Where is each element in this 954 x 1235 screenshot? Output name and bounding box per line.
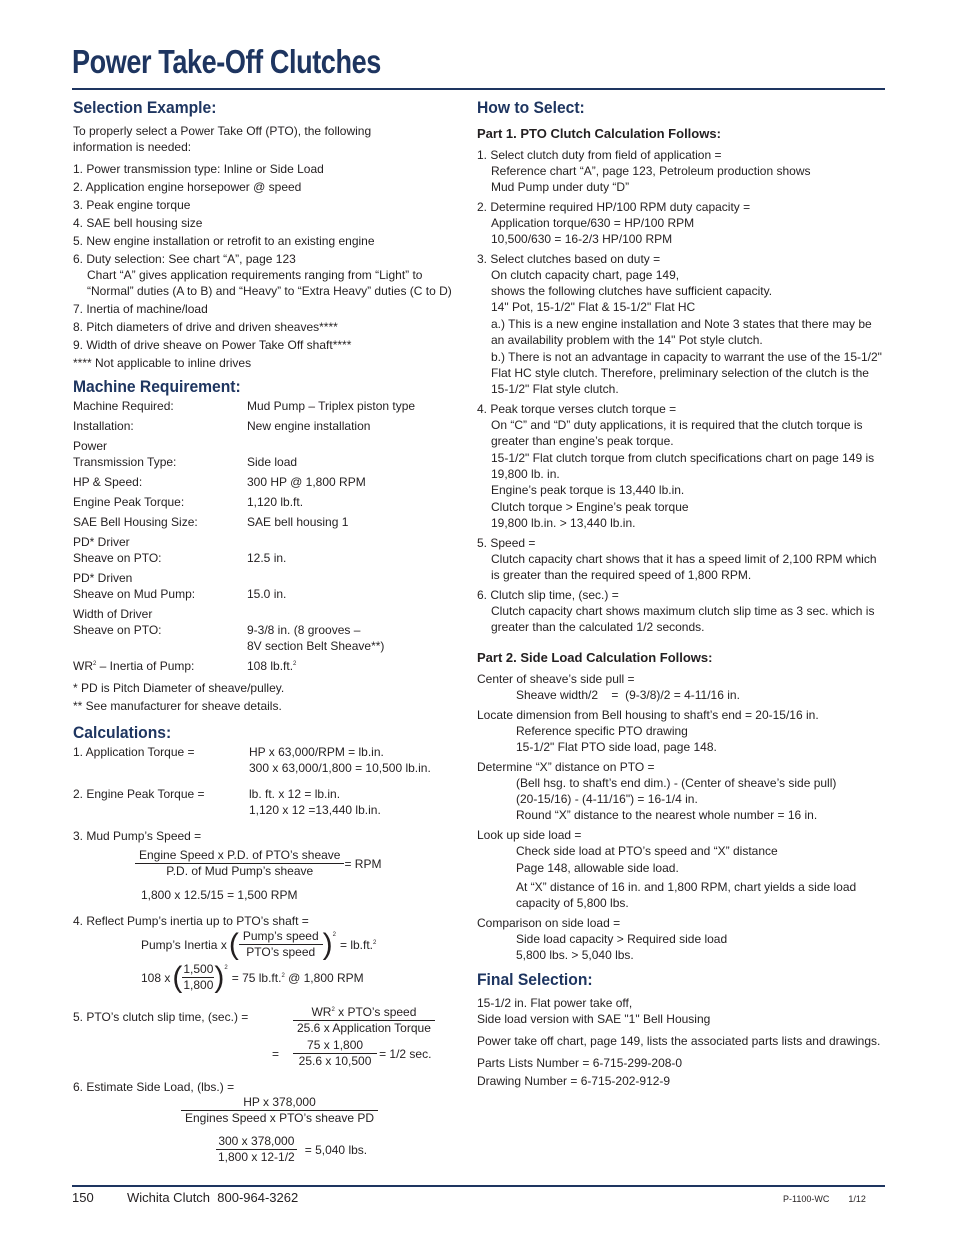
side-load-step: Center of sheave’s side pull = bbox=[477, 672, 635, 686]
step-4-detail: Engine’s peak torque is 13,440 lb.in. bbox=[491, 483, 685, 497]
calc-3-result: 1,800 x 12.5/15 = 1,500 RPM bbox=[141, 888, 298, 902]
machine-value: 300 HP @ 1,800 RPM bbox=[247, 475, 366, 489]
selection-item: 4. SAE bell housing size bbox=[73, 216, 203, 230]
doc-date: 1/12 bbox=[848, 1194, 866, 1204]
side-load-step: Determine “X” distance on PTO = bbox=[477, 760, 655, 774]
selection-item: 9. Width of drive sheave on Power Take Off shaft**** bbox=[73, 338, 352, 352]
machine-value: Side load bbox=[247, 455, 298, 469]
step-1-detail: Mud Pump under duty “D” bbox=[491, 180, 630, 194]
step-2-detail: Application torque/630 = HP/100 RPM bbox=[491, 216, 695, 230]
step-3-detail: 14" Pot, 15-1/2" Flat & 15-1/2" Flat HC bbox=[491, 300, 696, 314]
machine-label: Width of Driver Sheave on PTO: bbox=[73, 607, 162, 637]
side-load-detail: Check side load at PTO’s speed and “X” distance bbox=[516, 844, 778, 858]
right-column bbox=[477, 96, 882, 1089]
side-load-detail: Page 148, allowable side load. bbox=[516, 861, 679, 875]
final-line: Power take off chart, page 149, lists the associated parts lists and drawings. bbox=[477, 1034, 881, 1048]
selection-item-6-sub: Chart “A” gives application requirements ranging from “Light” to “Normal” duties (A to B) and “Heavy” to “Extra Heavy” duties (C to D) bbox=[87, 268, 452, 298]
step-3: 3. Select clutches based on duty = bbox=[477, 252, 661, 266]
selection-intro-2: information is needed: bbox=[73, 140, 192, 154]
machine-value: Mud Pump – Triplex piston type bbox=[247, 399, 416, 413]
footer-rule bbox=[72, 1185, 885, 1187]
side-load-detail: Round “X” distance to the nearest whole number = 16 in. bbox=[516, 808, 818, 822]
machine-value: 1,120 lb.ft. bbox=[247, 495, 304, 509]
final-selection-heading: Final Selection: bbox=[477, 970, 593, 989]
calc-4-result: 108 x ( $\frac{1,500}{1,800}$ ) 2 = 75 lb.ft.$^2$ @ 1,800 RPM bbox=[141, 960, 364, 994]
machine-label: Power Transmission Type: bbox=[73, 439, 177, 469]
step-4: 4. Peak torque verses clutch torque = bbox=[477, 402, 677, 416]
step-5: 5. Speed = bbox=[477, 536, 536, 550]
calc-6-formula: $\frac{\text{HP x 378,000}}{\text{Engines Speed x PTO’s sheave PD}}$ bbox=[73, 1095, 468, 1126]
side-load-detail: 15-1/2" Flat PTO side load, page 148. bbox=[516, 740, 717, 754]
step-3-detail: shows the following clutches have sufficient capacity. bbox=[491, 284, 773, 298]
side-load-detail: Reference specific PTO drawing bbox=[516, 724, 688, 738]
selection-item: 3. Peak engine torque bbox=[73, 198, 191, 212]
side-load-detail: At “X” distance of 16 in. and 1,800 RPM, chart yields a side load capacity of 5,800 lbs. bbox=[516, 880, 857, 910]
machine-label: PD* Driver Sheave on PTO: bbox=[73, 535, 162, 565]
calc-1: 1. Application Torque = HP x 63,000/RPM = lb.in. 300 x 63,000/1,800 = 10,500 lb.in. bbox=[73, 745, 431, 775]
machine-row bbox=[73, 570, 468, 602]
machine-label: Installation: bbox=[73, 419, 134, 433]
selection-item: 6. Duty selection: See chart “A”, page 123 bbox=[73, 252, 296, 266]
part1-heading: Part 1. PTO Clutch Calculation Follows: bbox=[477, 126, 721, 141]
how-to-select-heading: How to Select: bbox=[477, 98, 585, 117]
step-5-detail: Clutch capacity chart shows that it has a speed limit of 2,100 RPM which is greater than the required speed of 1,800 RPM. bbox=[491, 552, 877, 582]
calc-4-formula: Pump’s Inertia x ( $\frac{\text{Pump’s speed}}{\text{PTO’s speed}}$ ) 2 = lb.ft.$^2$ bbox=[141, 927, 377, 961]
selection-item: 7. Inertia of machine/load bbox=[73, 302, 208, 316]
final-line: 15-1/2 in. Flat power take off, bbox=[477, 996, 633, 1010]
selection-note: **** Not applicable to inline drives bbox=[73, 356, 252, 370]
step-3-detail: On clutch capacity chart, page 149, bbox=[491, 268, 680, 282]
left-column bbox=[73, 96, 468, 1165]
machine-value: SAE bell housing 1 bbox=[247, 515, 349, 529]
side-load-detail: (20-15/16) - (4-11/16") = 16-1/4 in. bbox=[516, 792, 698, 806]
calculations-heading: Calculations: bbox=[73, 723, 172, 742]
step-2-detail: 10,500/630 = 16-2/3 HP/100 RPM bbox=[491, 232, 673, 246]
step-2: 2. Determine required HP/100 RPM duty capacity = bbox=[477, 200, 751, 214]
step-3-detail: b.) There is not an advantage in capacity to warrant the use of the 15-1/2" Flat HC style clutch. Therefore, preliminary selection of the clutch is the 15-1/2" Flat style clutch. bbox=[491, 350, 882, 396]
machine-label: HP & Speed: bbox=[73, 475, 143, 489]
machine-note: * PD is Pitch Diameter of sheave/pulley. bbox=[73, 681, 285, 695]
selection-intro-1: To properly select a Power Take Off (PTO), the following bbox=[73, 124, 372, 138]
part2-heading: Part 2. Side Load Calculation Follows: bbox=[477, 650, 713, 665]
calc-5: 5. PTO’s clutch slip time, (sec.) = $\frac{WR^2 x PTO’s speed}{\text{25.6 x Application Torque}}$ bbox=[73, 997, 468, 1036]
machine-label: PD* Driven Sheave on Mud Pump: bbox=[73, 571, 196, 601]
step-4-detail: Clutch torque > Engine’s peak torque bbox=[491, 500, 689, 514]
calc-6-label: 6. Estimate Side Load, (lbs.) = bbox=[73, 1080, 235, 1094]
machine-label: Engine Peak Torque: bbox=[73, 495, 185, 509]
machine-row bbox=[73, 494, 468, 510]
machine-row bbox=[73, 474, 468, 490]
machine-row bbox=[73, 418, 468, 434]
selection-item: 8. Pitch diameters of drive and driven sheaves**** bbox=[73, 320, 338, 334]
machine-value: New engine installation bbox=[247, 419, 371, 433]
side-load-detail: Sheave width/2 = (9-3/8)/2 = 4-11/16 in. bbox=[516, 688, 740, 702]
machine-note: ** See manufacturer for sheave details. bbox=[73, 699, 282, 713]
step-1-detail: Reference chart “A”, page 123, Petroleum production shows bbox=[491, 164, 811, 178]
machine-row bbox=[73, 658, 468, 674]
machine-row bbox=[73, 514, 468, 530]
machine-label: Machine Required: bbox=[73, 399, 174, 413]
selection-heading: Selection Example: bbox=[73, 98, 217, 117]
step-1: 1. Select clutch duty from field of application = bbox=[477, 148, 722, 162]
footer-left bbox=[72, 1190, 298, 1206]
final-line: Parts Lists Number = 6-715-299-208-0 bbox=[477, 1056, 683, 1070]
step-6-detail: Clutch capacity chart shows maximum clutch slip time as 3 sec. which is greater than the calculated 1/2 seconds. bbox=[491, 604, 875, 634]
final-line: Drawing Number = 6-715-202-912-9 bbox=[477, 1074, 671, 1088]
step-4-detail: 19,800 lb.in. > 13,440 lb.in. bbox=[491, 516, 636, 530]
machine-row bbox=[73, 606, 468, 654]
machine-label: $WR^2$ – Inertia of Pump: bbox=[73, 659, 195, 673]
step-4-detail: On “C” and “D” duty applications, it is required that the clutch torque is greater than engine’s peak torque. bbox=[491, 418, 863, 448]
final-line: Side load version with SAE "1" Bell Housing bbox=[477, 1012, 711, 1026]
machine-row bbox=[73, 534, 468, 566]
side-load-detail: Side load capacity > Required side load bbox=[516, 932, 728, 946]
step-6: 6. Clutch slip time, (sec.) = bbox=[477, 588, 619, 602]
machine-row bbox=[73, 398, 468, 414]
machine-value: 9-3/8 in. (8 grooves – 8V section Belt Sheave**) bbox=[247, 623, 385, 653]
selection-item: 1. Power transmission type: Inline or Side Load bbox=[73, 162, 324, 176]
doc-code: P-1100-WC bbox=[783, 1194, 830, 1204]
side-load-detail: (Bell hsg. to shaft’s end dim.) - (Center of sheave’s side pull) bbox=[516, 776, 837, 790]
side-load-detail: 5,800 lbs. > 5,040 lbs. bbox=[516, 948, 634, 962]
header-rule bbox=[72, 88, 885, 90]
machine-heading: Machine Requirement: bbox=[73, 377, 241, 396]
machine-value: 12.5 in. bbox=[247, 551, 287, 565]
machine-label: SAE Bell Housing Size: bbox=[73, 515, 198, 529]
selection-item: 5. New engine installation or retrofit to an existing engine bbox=[73, 234, 375, 248]
selection-item: 2. Application engine horsepower @ speed bbox=[73, 180, 302, 194]
machine-value: 108 lb.ft.$^2$ bbox=[247, 659, 297, 673]
calc-6-result: $\frac{300 x 378,000}{1,800 x 12-1/2}$ = 5,040 lbs. bbox=[218, 1134, 368, 1164]
calc-3-fraction: $\frac{\text{Engine Speed x P.D. of PTO’s sheave}}{\text{P.D. of Mud Pump’s sheave}}$ = RPM bbox=[73, 848, 468, 879]
calc-3-label: 3. Mud Pump’s Speed = bbox=[73, 829, 202, 843]
step-4-detail: 15-1/2" Flat clutch torque from clutch specifications chart on page 149 is 19,800 lb. in. bbox=[491, 451, 875, 481]
side-load-step: Comparison on side load = bbox=[477, 916, 621, 930]
footer-right bbox=[783, 1192, 866, 1206]
machine-value: 15.0 in. bbox=[247, 587, 287, 601]
calc-4-label: 4. Reflect Pump’s inertia up to PTO’s shaft = bbox=[73, 914, 309, 928]
calc-2: 2. Engine Peak Torque = lb. ft. x 12 = lb.in. 1,120 x 12 =13,440 lb.in. bbox=[73, 787, 381, 817]
step-3-detail: a.) This is a new engine installation and Note 3 states that there may be an availability problem with the 14" Pot style clutch. bbox=[491, 317, 872, 347]
calc-5-result: = $\frac{75 x 1,800}{25.6 x 10,500}$ = 1/2 sec. bbox=[272, 1038, 432, 1068]
company-contact: Wichita Clutch 800-964-3262 bbox=[126, 1190, 299, 1205]
page-number: 150 bbox=[72, 1190, 94, 1205]
machine-row bbox=[73, 438, 468, 470]
side-load-step: Locate dimension from Bell housing to shaft’s end = 20-15/16 in. bbox=[477, 708, 819, 722]
side-load-step: Look up side load = bbox=[477, 828, 582, 842]
page-title: Power Take-Off Clutches bbox=[72, 43, 381, 80]
